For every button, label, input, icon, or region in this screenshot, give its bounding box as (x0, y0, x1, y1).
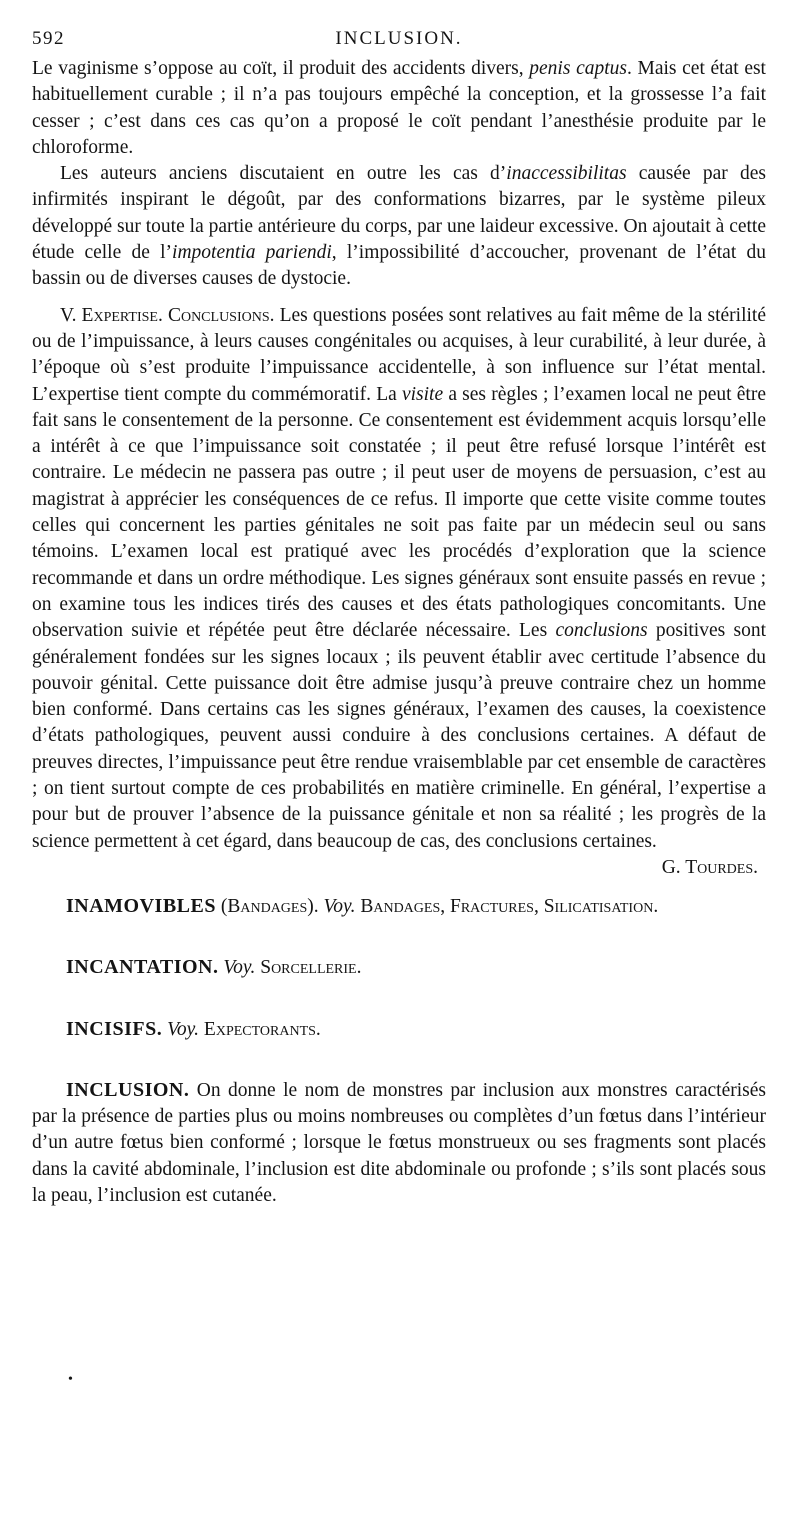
section-expertise (32, 303, 767, 878)
entry-headword: INAMOVIBLES (66, 894, 216, 917)
entry-inclusion (32, 1077, 766, 1209)
paragraph-text: , l’impossibilité d’accoucher, provenant de l’état du bassin ou de diverses causes de dystocie. (32, 242, 766, 290)
running-title: INCLUSION. (335, 28, 463, 49)
cross-reference-targets: Expectorants. (199, 1018, 321, 1040)
entry-incantation (32, 954, 766, 981)
italic-term: conclusions (555, 620, 648, 642)
paragraph-text: positives sont généralement fondées sur les signes locaux ; ils peuvent établir avec certitude l’absence du pouvoir génital. Cette puissance doit être admise jusqu’à preuve contraire chez un homme bien conformé. Dans certains cas les signes généraux, l’examen des causes, la coexistence d’états pathologiques, peuvent aussi conduire à des conclusions certaines. A défaut de preuves directes, l’impuissance peut être rendue vraisemblable par cet ensemble de caractères ; on tient surtout compte de ces probabilités en matière criminelle. En général, l’expertise a pour but de prouver l’absence de la puissance génitale et non sa réalité ; les progrès de la science permettent à cet égard, dans beaucoup de cas, des conclusions certaines. (32, 620, 767, 852)
author-signature: G. Tourdes. (661, 856, 758, 878)
cross-reference-label: Voy. (167, 1018, 200, 1040)
paragraph-inaccessibilitas (32, 161, 766, 292)
section-heading: V. Expertise. (60, 304, 163, 326)
italic-term: penis captus (529, 58, 627, 79)
paragraph-text: . Mais cet état est habituellement curable ; il n’a pas toujours empêché la conception, et la grossesse l’a fait cesser ; c’est dans ces cas qu’on a proposé le coït pendant l’anesthésie produite par le chloroforme. (32, 58, 766, 158)
paragraph-vaginisme (32, 56, 766, 161)
paragraph-text: a ses règles ; l’examen local ne peut être fait sans le consentement de la personne. Ce consentement est évidemment acquis lorsqu’elle a intérêt à ce que l’impuissance soit constatée ; il peut être refusé lorsque l’intérêt est contraire. Le médecin ne passera pas outre ; il peut user de moyens de persuasion, c’est au magistrat à apprécier les conséquences de ce refus. Il importe que cette visite comme toutes celles qui concernent les parties génitales ne soit pas faite par un médecin seul ou sans témoins. L’examen local est pratiqué avec les procédés d’exploration que la science recommande et dans un ordre méthodique. Les signes généraux sont ensuite passés en revue ; on examine tous les indices tirés des causes et des états pathologiques concomitants. Une observation suivie et répétée peut être déclarée nécessaire. Les (32, 383, 766, 642)
bullet-mark: • (68, 1372, 73, 1387)
italic-term: visite (401, 383, 444, 405)
cross-reference-label: Voy. (323, 895, 356, 917)
cross-reference-label: Voy. (223, 957, 256, 979)
italic-term: impotentia pariendi (172, 242, 332, 264)
italic-term: inaccessibilitas (506, 163, 627, 185)
paragraph-text: On donne le nom de monstres par inclusion aux monstres caractérisés par la présence de parties plus ou moins nombreuses ou complètes d’un fœtus dans l’intérieur d’un autre fœtus bien conformé ; lorsque le fœtus monstrueux ou ses fragments sont placés dans la cavité abdominale, l’inclusion est dite abdominale ou profonde ; s’ils sont placés sous la peau, l’inclusion est cutanée. (32, 1079, 766, 1206)
section-subheading: Conclusions. (167, 304, 275, 326)
entry-headword: INCLUSION. (66, 1078, 190, 1101)
entry-incisifs (32, 1016, 766, 1043)
page (32, 28, 766, 1209)
paragraph-text: Les auteurs anciens discutaient en outre les cas d’ (60, 163, 507, 185)
entry-headword: INCANTATION. (66, 956, 219, 979)
page-number: 592 (32, 28, 65, 49)
paragraph-text: Les questions posées sont relatives au fait même de la stérilité ou de l’impuissance, à leurs causes congénitales ou acquises, à leur curabilité, à leur durée, à l’époque où s’est produite l’impuissance accidentelle, à son influence sur l’état mental. L’expertise tient compte du commémoratif. La (32, 304, 766, 405)
entry-headword: INCISIFS. (66, 1017, 163, 1040)
paragraph-text: causée par des infirmités inspirant le dégoût, par des conformations bizarres, par le système pileux développé sur toute la partie antérieure du corps, par une laideur excessive. On ajoutait à cette étude celle de l’ (32, 163, 766, 264)
entry-qualifier: (Bandages). (215, 895, 324, 917)
page-header (32, 28, 766, 56)
entry-inamovibles (32, 893, 766, 920)
paragraph-text: Le vaginisme s’oppose au coït, il produit des accidents divers, (32, 58, 530, 79)
cross-reference-targets: Sorcellerie. (255, 957, 362, 979)
cross-reference-targets: Bandages, Fractures, Silicatisation. (355, 895, 659, 917)
